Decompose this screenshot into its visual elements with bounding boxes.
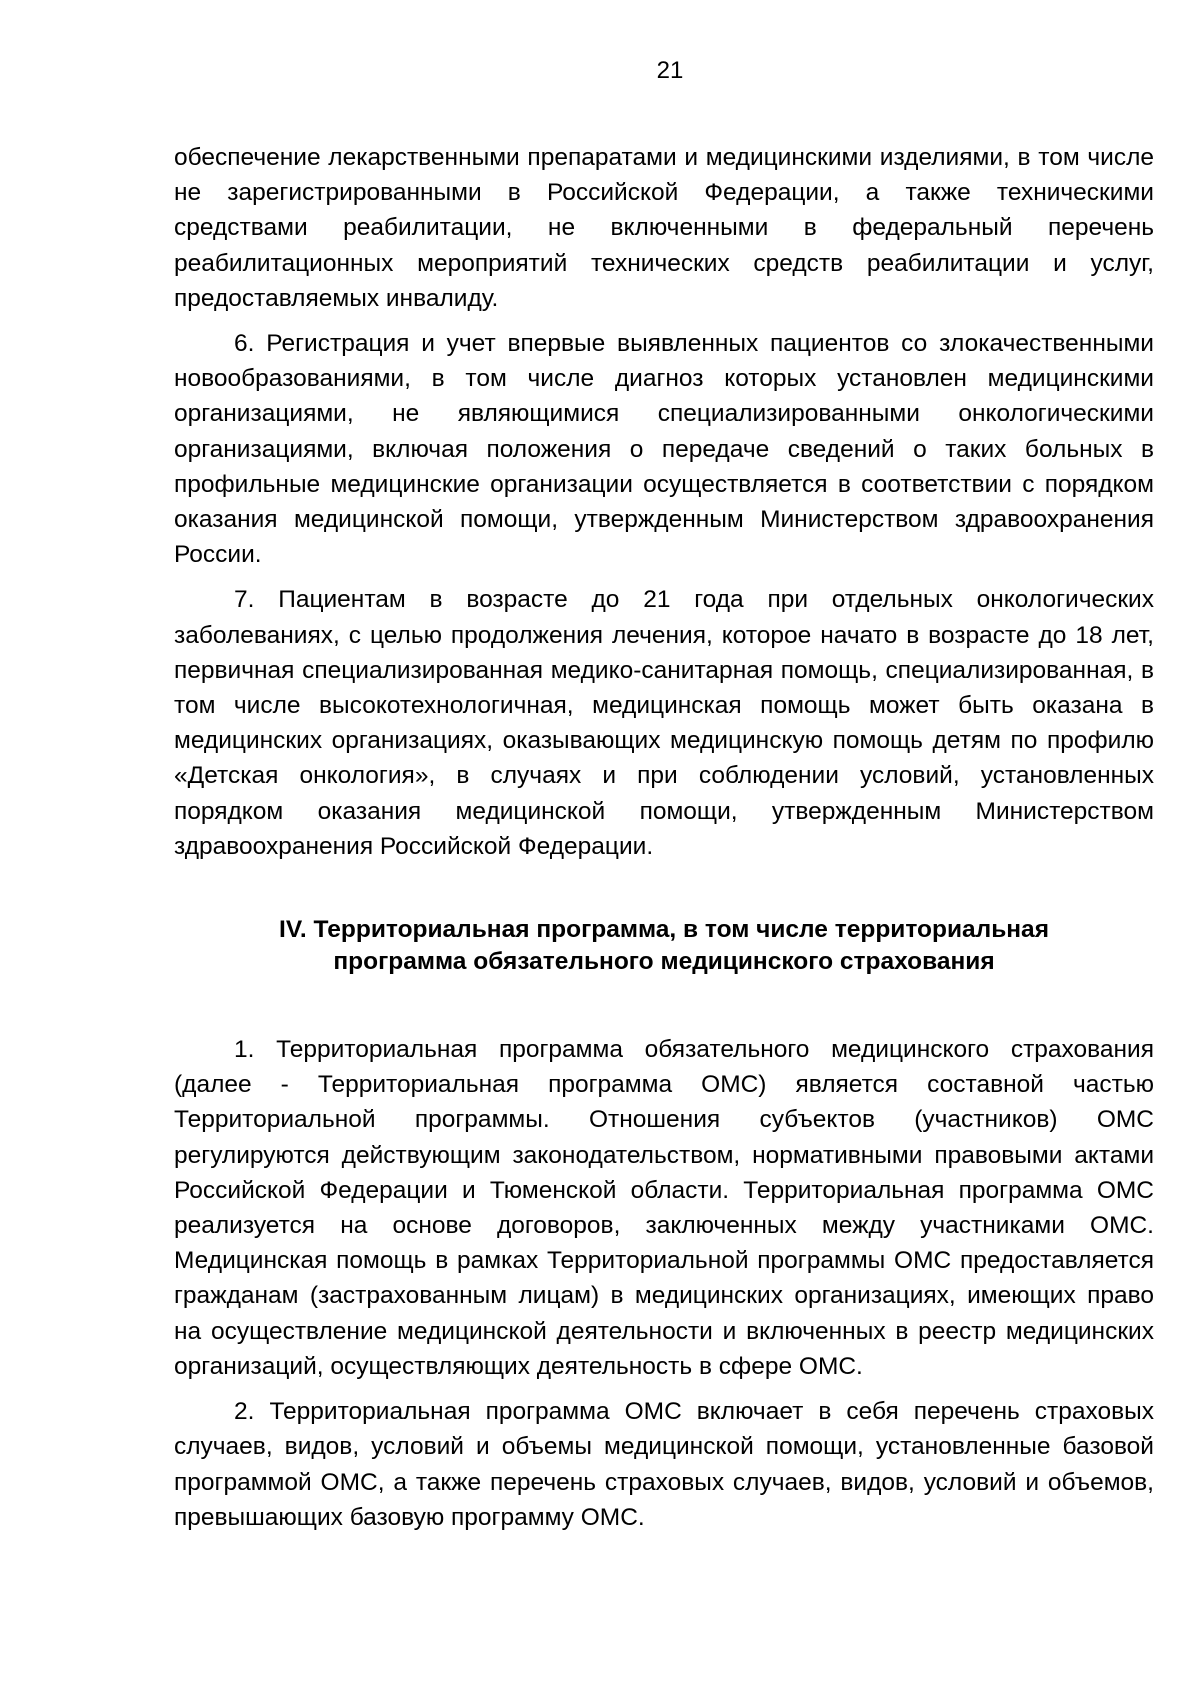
paragraph-item-7: 7. Пациентам в возрасте до 21 года при отдельных онкологических заболеваниях, с целью продолжения лечения, которое начато в возрасте до 18 лет, первичная специализированная медико-санитарная помощь, специализированная, в том числе высокотехнологичная, медицинская помощь может быть оказана в медицинских организациях, оказывающих медицинскую помощь детям по профилю «Детская онкология», в случаях и при соблюдении условий, установленных порядком оказания медицинской помощи, утвержденным Министерством здравоохранения Российской Федерации. (174, 586, 1154, 860)
page-number: 21 (656, 57, 684, 84)
paragraph-item-6: 6. Регистрация и учет впервые выявленных пациентов со злокачественными новообразованиями, в том числе диагноз которых установлен медицинскими организациями, не являющимися специализированными онкологическими организациями, включая положения о передаче сведений о таких больных в профильные медицинские организации осуществляется в соответствии с порядком оказания медицинской помощи, утвержденным Министерством здравоохранения России. (174, 330, 1154, 569)
section-heading (174, 914, 1154, 978)
paragraph-section-item-1: 1. Территориальная программа обязательного медицинского страхования (далее - Территориальная программа ОМС) является составной частью Территориальной программы. Отношения субъектов (участников) ОМС регулируются действующим законодательством, нормативными правовыми актами Российской Федерации и Тюменской области. Территориальная программа ОМС реализуется на основе договоров, заключенных между участниками ОМС. Медицинская помощь в рамках Территориальной программы ОМС предоставляется гражданам (застрахованным лицам) в медицинских организациях, имеющих право на осуществление медицинской деятельности и включенных в реестр медицинских организаций, осуществляющих деятельность в сфере ОМС. (174, 1036, 1154, 1380)
section-heading-line-2: программа обязательного медицинского страхования (333, 948, 995, 976)
paragraph-section-item-2: 2. Территориальная программа ОМС включает в себя перечень страховых случаев, видов, условий и объемы медицинской помощи, установленные базовой программой ОМС, а также перечень страховых случаев, видов, условий и объемов, превышающих базовую программу ОМС. (174, 1398, 1154, 1531)
document-body (174, 140, 1154, 1535)
paragraph-continuation: обеспечение лекарственными препаратами и медицинскими изделиями, в том числе не зарегистрированными в Российской Федерации, а также техническими средствами реабилитации, не включенными в федеральный перечень реабилитационных мероприятий технических средств реабилитации и услуг, предоставляемых инвалиду. (174, 144, 1154, 312)
section-heading-line-1: IV. Территориальная программа, в том числе территориальная (279, 916, 1049, 944)
